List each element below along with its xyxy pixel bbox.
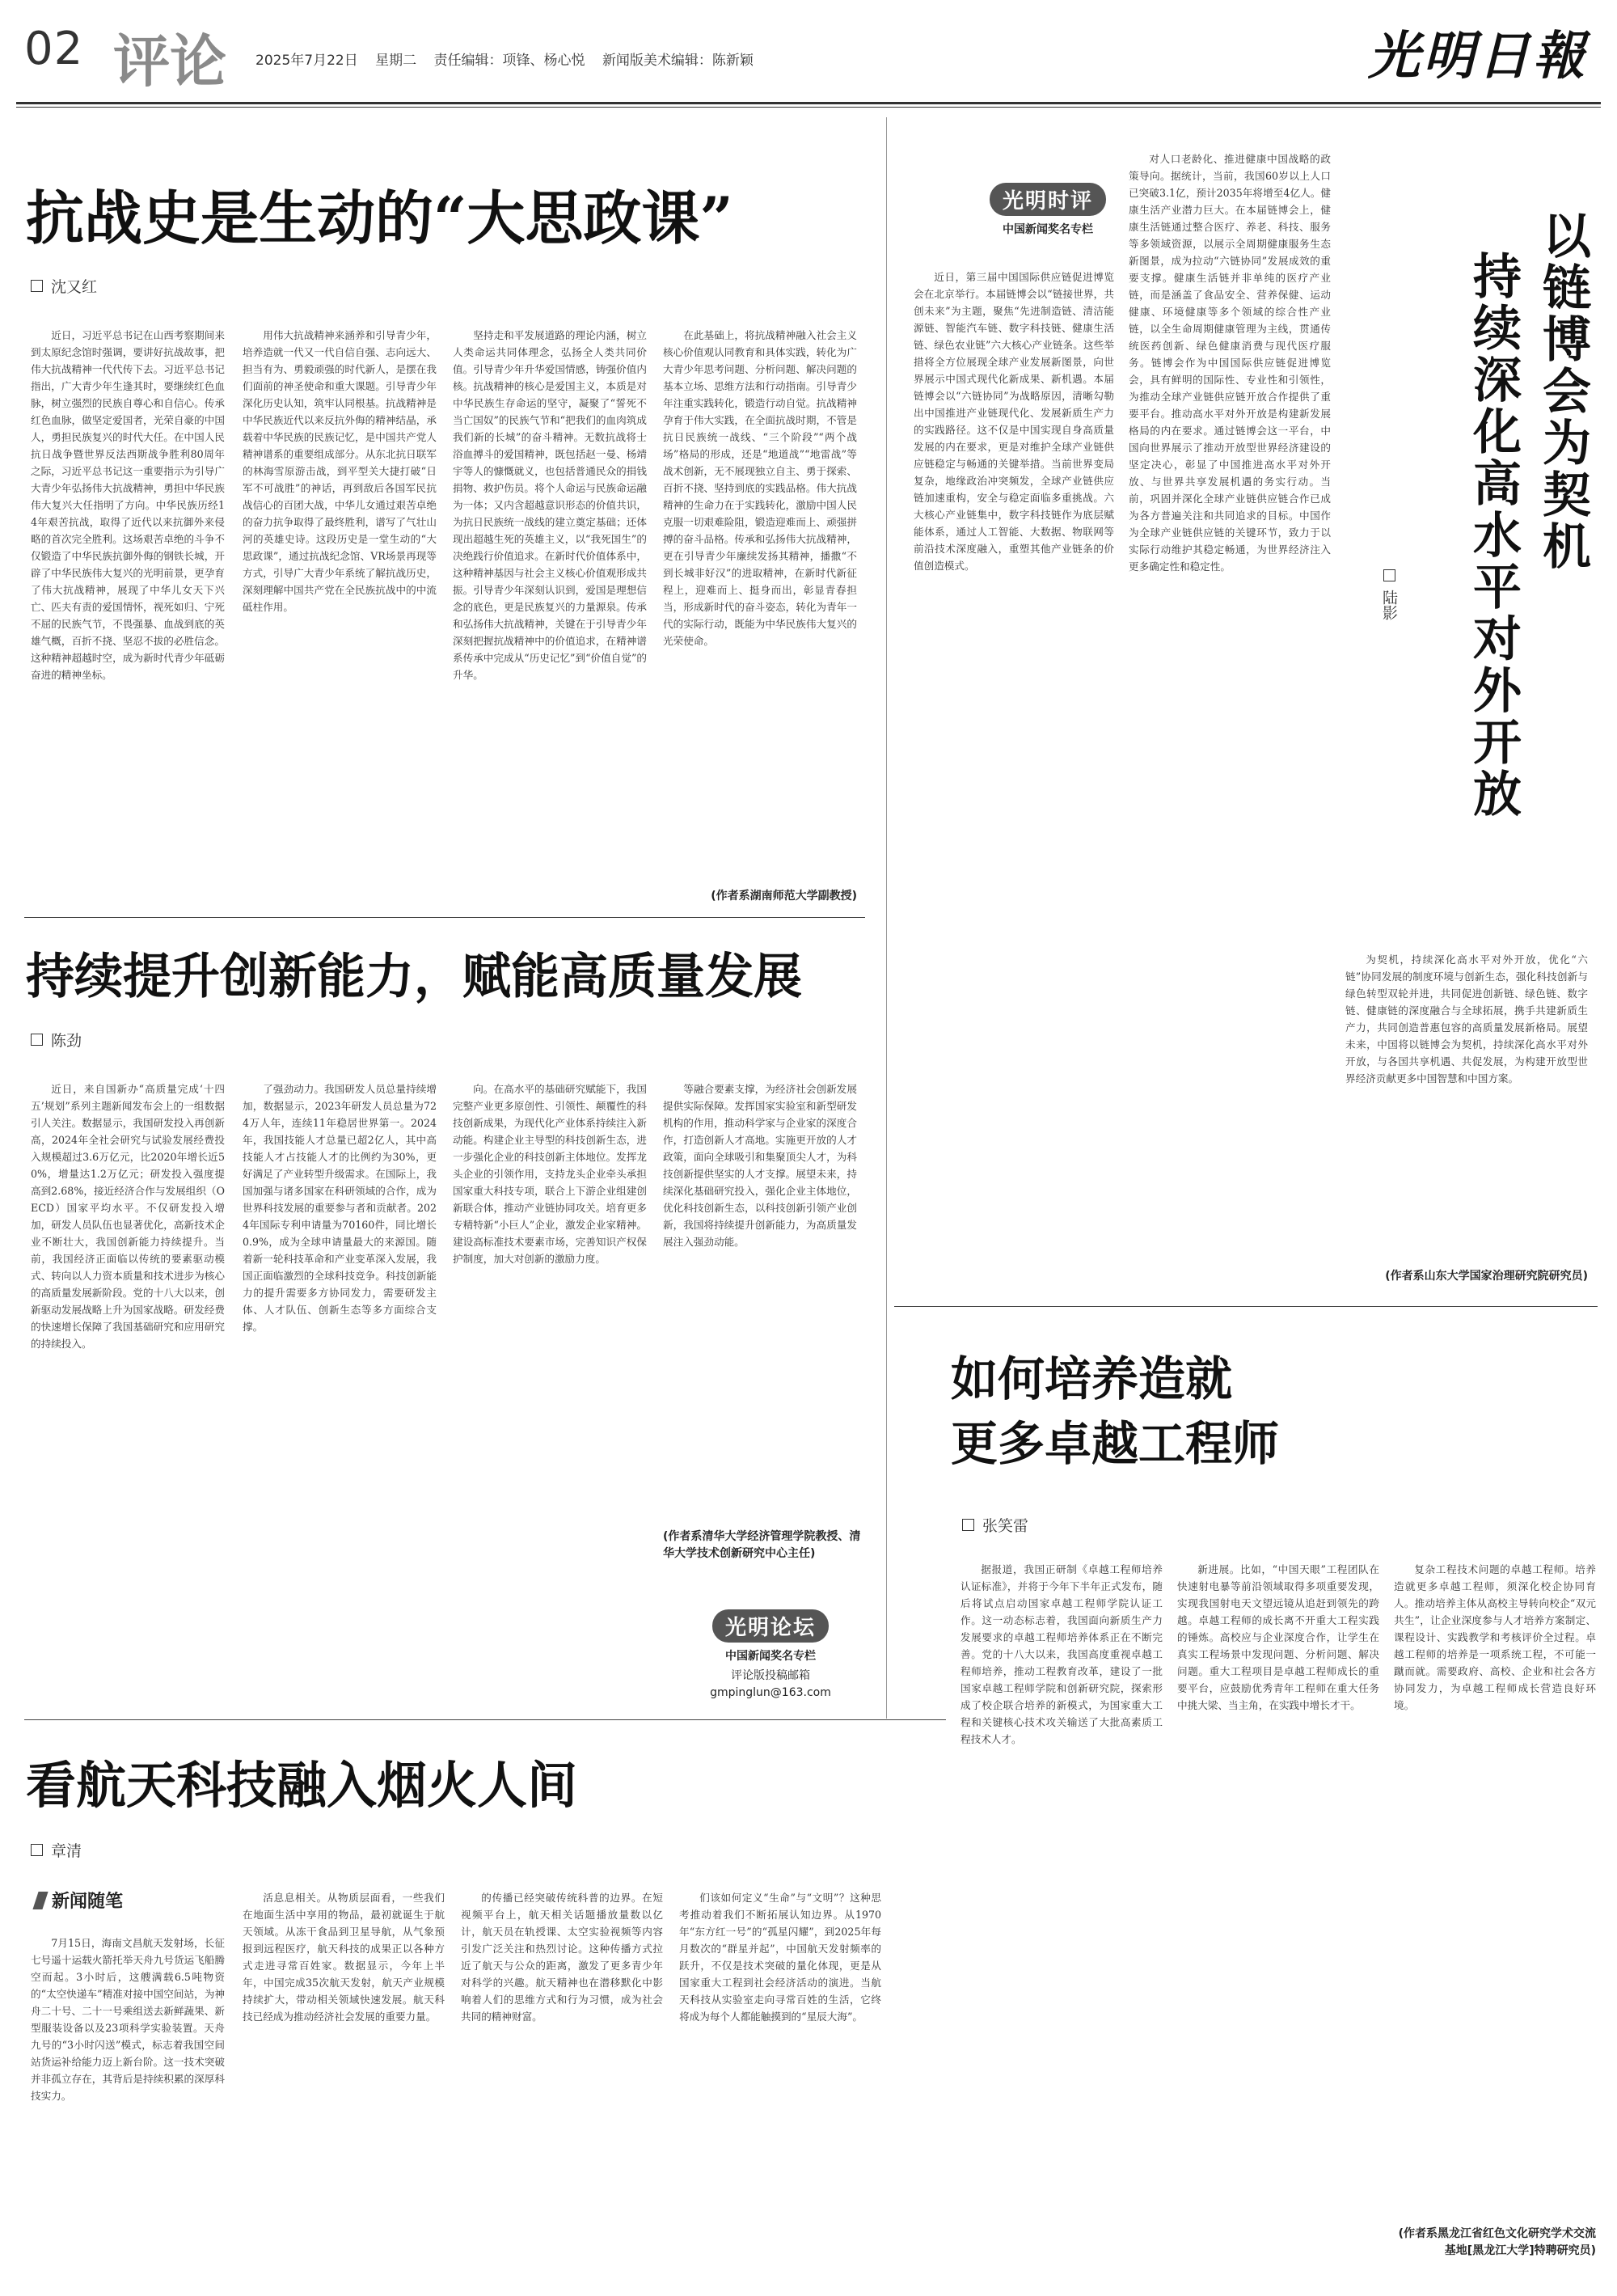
forum-box-subtitle: 中国新闻奖名专栏 <box>725 1650 816 1663</box>
article-3-title: 持续提升创新能力，赋能高质量发展 <box>26 949 802 1005</box>
section-title: 评论 <box>113 28 226 95</box>
article-2-author: 陆影 <box>1380 590 1398 620</box>
article-5-byline <box>962 1514 1028 1536</box>
article-1-column-1: 近日，习近平总书记在山西考察期间来到太原纪念馆时强调，要讲好抗战故事，把伟大抗战精神一代代传下去。习近平总书记指出，广大青少年生逢其时，要继续红色血脉，树立强烈的民族自尊心和自信心。传承红色血脉，做坚定爱国者，光荣自豪的中国人，勇担民族复兴的时代大任。在中国人民抗日战争暨世界反法西斯战争胜利80周年之际，习近平总书记这一重要指示为引导广大青少年弘扬伟大抗战精神，勇担中华民族伟大复兴大任指明了方向。中华民族历经14年艰苦抗战，取得了近代以来抗御外来侵略的首次完全胜利。这场艰苦卓绝的斗争不仅锻造了中华民族抗御外侮的钢铁长城，开辟了中华民族伟大复兴的光明前景，更孕育了伟大抗战精神，展现了中华儿女天下兴亡、匹夫有责的爱国情怀，视死如归、宁死不屈的民族气节，不畏强暴、血战到底的英雄气概，百折不挠、坚忍不拔的必胜信念。这种精神超越时空，成为新时代青少年砥砺奋进的精神坐标。 <box>31 329 225 681</box>
article-1-title: 抗战史是生动的“大思政课” <box>26 184 733 252</box>
header-meta <box>255 49 766 69</box>
issue-date: 2025年7月22日 <box>255 53 358 69</box>
article-1-signature: (作者系湖南师范大学副教授) <box>711 890 857 903</box>
article-1-byline <box>31 275 97 297</box>
commentary-box-name: 光明时评 <box>990 183 1106 216</box>
article-4-column-2: 活息息相关。从物质层面看，一些我们在地面生活中享用的物品，最初就诞生于航天领域。从冻干食品到卫星导航，从气象预报到远程医疗，航天科技的成果正以各种方式走进寻常百姓家。数据显示，今年上半年，中国完成35次航天发射，航天产业规模持续扩大，带动相关领域快速发展。航天科技已经成为推动经济社会发展的重要力量。 <box>243 1892 445 2023</box>
newspaper-logo: 光明日報 <box>1368 26 1588 87</box>
commentary-box-subtitle: 中国新闻奖名专栏 <box>1003 223 1093 236</box>
article-3-author: 陈劲 <box>51 1032 82 1050</box>
tag-mark-icon <box>32 1892 48 1909</box>
byline-box-icon <box>31 280 43 292</box>
divider <box>894 1306 1598 1307</box>
byline-box-icon <box>1383 569 1395 581</box>
responsible-editors: 责任编辑：项锋、杨心悦 <box>433 53 585 69</box>
commentary-box <box>967 183 1129 237</box>
article-2-column-2: 对人口老龄化、推进健康中国战略的政策导向。据统计，当前，我国60岁以上人口已突破3.1亿，预计2035年将增至4亿人。健康生活产业潜力巨大。在本届链博会上，健康生活链通过整合医疗、养老、科技、服务等多领域资源，以展示全周期健康服务生态新图景，成为拉动“六链协同”发展成效的重要支撑。健康生活链并非单纯的医疗产业链，而是涵盖了食品安全、营养保健、运动健康、环境健康等多个领域的综合性产业链，以全生命周期健康管理为主线，贯通传统医药创新、绿色健康消费与现代医疗服务。链博会作为中国国际供应链促进博览会，具有鲜明的国际性、专业性和引领性，为推动全球产业链供应链开放合作提供了重要平台。推动高水平对外开放是构建新发展格局的内在要求。通过链博会这一平台，中国向世界展示了推动开放型世界经济建设的坚定决心，彰显了中国推进高水平对外开放、与世界共享发展机遇的务实行动。当前，巩固并深化全球产业链供应链合作已成为各方普遍关注和共同追求的目标。中国作为全球产业链供应链的关键环节，致力于以实际行动维护其稳定畅通，为世界经济注入更多确定性和稳定性。 <box>1129 153 1331 573</box>
issue-weekday: 星期二 <box>375 53 417 69</box>
article-5-column-1: 据报道，我国正研制《卓越工程师培养认证标准》，并将于今年下半年正式发布，随后将试点启动国家卓越工程师学院认证工作。这一动态标志着，我国面向新质生产力发展要求的卓越工程师培养体系正在不断完善。党的十八大以来，我国高度重视卓越工程师培养，推动工程教育改革，建设了一批国家卓越工程师学院和创新研究院，探索形成了校企联合培养的新模式，为国家重大工程和关键核心技术攻关输送了大批高素质工程技术人才。 <box>960 1563 1163 1745</box>
article-5-author: 张笑雷 <box>982 1517 1029 1535</box>
article-5-column-2: 新进展。比如，“中国天眼”工程团队在快速射电暴等前沿领域取得多项重要发现，实现我国射电天文望远镜从追赶到领先的跨越。卓越工程师的成长离不开重大工程实践的锤炼。高校应与企业深度合作，让学生在真实工程场景中发现问题、分析问题、解决问题。重大工程项目是卓越工程师成长的重要平台，应鼓励优秀青年工程师在重大任务中挑大梁、当主角，在实践中增长才干。 <box>1177 1563 1379 1711</box>
article-3-column-3: 向。在高水平的基础研究赋能下，我国完整产业更多原创性、引领性、颠覆性的科技创新成果，为现代化产业体系持续注入新动能。构建企业主导型的科技创新生态，进一步强化企业的科技创新主体地位。发挥龙头企业的引领作用，支持龙头企业牵头承担国家重大科技专项，联合上下游企业组建创新联合体，推动产业链协同攻关。培育更多专精特新“小巨人”企业，激发企业家精神。建设高标准技术要素市场，完善知识产权保护制度，加大对创新的激励力度。 <box>453 1083 647 1265</box>
article-3-byline <box>31 1029 82 1051</box>
byline-box-icon <box>31 1034 43 1046</box>
header-rule <box>16 102 1601 104</box>
article-1-author: 沈又红 <box>51 278 98 296</box>
article-2-column-1: 近日，第三届中国国际供应链促进博览会在北京举行。本届链博会以“链接世界，共创未来”为主题，聚焦“先进制造链、清洁能源链、智能汽车链、数字科技链、健康生活链、绿色农业链”六大核心产业链条。这些举措将全方位展现全球产业发展新图景，向世界展示中国式现代化新成果、新机遇。本届链博会以“六链协同”为战略原因，清晰勾勒出中国推进产业链现代化、发展新质生产力的实践路径。这不仅是中国实现自身高质量发展的内在要求，更是对维护全球产业链供应链稳定与畅通的关键举措。当前世界变局复杂，地缘政治冲突频发，全球产业链供应链加速重构，安全与稳定面临多重挑战。六大核心产业链集中，数字科技链作为底层赋能体系，通过人工智能、大数据、物联网等前沿技术深度融入，重塑其他产业链条的价值创造模式。 <box>914 271 1114 572</box>
divider <box>24 1719 946 1720</box>
article-4-column-4: 们该如何定义“生命”与“文明”？这种思考推动着我们不断拓展认知边界。从1970年“东方红一号”的“孤星闪耀”，到2025年每月数次的“群星并起”，中国航天发射频率的跃升，不仅是技术突破的量化体现，更是从国家重大工程到社会经济活动的演进。当航天科技从实验室走向寻常百姓的生活，它终将成为每个人都能触摸到的“星辰大海”。 <box>679 1892 881 2023</box>
header-rule-thin <box>16 107 1601 108</box>
article-3-column-1: 近日，来自国新办“高质量完成‘十四五’规划”系列主题新闻发布会上的一组数据引人关注。数据显示，我国研发投入再创新高，2024年全社会研究与试验发展经费投入规模超过3.6万亿元，比2020年增长近50%，增量达1.2万亿元；研发投入强度提高到2.68%，接近经济合作与发展组织（OECD）国家平均水平。不仅研发投入增加，研发人员队伍也显著优化，高新技术企业不断壮大，我国创新能力持续提升。当前，我国经济正面临以传统的要素驱动模式、转向以人力资本质量和技术进步为核心的高质量发展新阶段。党的十八大以来，创新驱动发展战略上升为国家战略。研发经费的快速增长保障了我国基础研究和应用研究的持续投入。 <box>31 1083 225 1350</box>
article-2-signature: (作者系山东大学国家治理研究院研究员) <box>1385 1270 1588 1283</box>
article-4-title: 看航天科技融入烟火人间 <box>26 1756 578 1815</box>
article-5-signature: (作者系黑龙江省红色文化研究学术交流基地[黑龙江大学]特聘研究员) <box>1398 2227 1596 2257</box>
article-1-column-3: 坚持走和平发展道路的理论内涵，树立人类命运共同体理念，弘扬全人类共同价值。引导青少年升华爱国情感，铸强价值内核。抗战精神的核心是爱国主义，本质是对中华民族生存命运的坚守，凝聚了“誓死不当亡国奴”的民族气节和“把我们的血肉筑成我们新的长城”的奋斗精神。无数抗战将士浴血搏斗的爱国精神，既包括赵一曼、杨靖宇等人的慷慨就义，也包括普通民众的捐钱捐物、救护伤员。将个人命运与民族命运融为一体；又内含超越意识形态的价值共识，为抗日民族统一战线的建立奠定基础；还体现出超越生死的英雄主义，以“我死国生”的决绝践行价值追求。在新时代价值体系中，这种精神基因与社会主义核心价值观形成共振。引导青少年深刻认识到，爱国是理想信念的底色，更是民族复兴的力量源泉。传承和弘扬伟大抗战精神，关键在于引导青少年深刻把握抗战精神中的价值追求，在精神谱系传承中完成从“历史记忆”到“价值自觉”的升华。 <box>453 329 647 681</box>
article-3-signature: (作者系清华大学经济管理学院教授、清华大学技术创新研究中心主任) <box>663 1530 861 1560</box>
article-2-column-3: 为契机，持续深化高水平对外开放，优化“六链”协同发展的制度环境与创新生态，强化科技创新与绿色转型双轮并进，共同促进创新链、绿色链、数字链、健康链的深度融合与全球拓展，携手共建新质生产力，共同创造普惠包容的高质量发展新格局。展望未来，中国将以链博会为契机，持续深化高水平对外开放，与各国共享机遇、共促发展，为构建开放型世界经济贡献更多中国智慧和中国方案。 <box>1345 953 1588 1085</box>
article-2-title-line-1: 以链博会为契机 <box>1535 210 1591 573</box>
article-4-column-1: 7月15日，海南文昌航天发射场，长征七号遥十运载火箭托举天舟九号货运飞船腾空而起。3小时后，这艘满载6.5吨物资的“太空快递车”精准对接中国空间站，为神舟二十号、二十一号乘组送去新鲜蔬果、新型服装设备以及23项科学实验装置。天舟九号的“3小时闪送”模式，标志着我国空间站货运补给能力迈上新台阶。这一技术突破并非孤立存在，其背后是持续积累的深厚科技实力。 <box>31 1937 225 2102</box>
art-editor: 新闻版美术编辑：陈新颖 <box>602 53 754 69</box>
divider <box>24 917 865 918</box>
forum-mailbox-label: 评论版投稿邮箱 <box>731 1669 810 1682</box>
column-divider <box>886 117 887 1719</box>
byline-box-icon <box>31 1844 43 1856</box>
page-number: 02 <box>24 23 84 75</box>
news-essay-tag <box>36 1888 123 1913</box>
article-3-column-4: 等融合要素支撑，为经济社会创新发展提供实际保障。发挥国家实验室和新型研发机构的作用，推动科学家与企业家的深度合作，打造创新人才高地。实施更开放的人才政策，面向全球吸引和集聚顶尖人才，为科技创新提供坚实的人才支撑。展望未来，持续深化基础研究投入，强化企业主体地位，优化科技创新生态，以科技创新引领产业创新，我国将持续提升创新能力，为高质量发展注入强劲动能。 <box>663 1083 857 1248</box>
article-1-column-2: 用伟大抗战精神来涵养和引导青少年，培养造就一代又一代自信自强、志向远大、担当有为、勇毅顽强的时代新人，是摆在我们面前的神圣使命和重大课题。引导青少年深化历史认知，筑牢认同根基。抗战精神是中华民族近代以来反抗外侮的精神结晶，承载着中华民族的民族记忆，是中国共产党人精神谱系的重要组成部分。从东北抗日联军的林海雪原游击战，到平型关大捷打破“日军不可战胜”的神话，再到敌后各国军民抗战信心的百团大战，中华儿女通过艰苦卓绝的奋力抗争取得了最终胜利，谱写了气壮山河的英雄史诗。这段历史是一堂生动的“大思政课”，通过抗战纪念馆、VR场景再现等方式，引导广大青少年系统了解抗战历史，深刻理解中国共产党在全民族抗战中的中流砥柱作用。 <box>243 329 437 613</box>
article-2-title-line-2: 持续深化高水平对外开放 <box>1465 251 1522 820</box>
article-2-byline <box>1378 569 1400 620</box>
news-essay-tag-label: 新闻随笔 <box>52 1892 124 1912</box>
article-4-byline <box>31 1839 82 1861</box>
article-1-column-4: 在此基础上，将抗战精神融入社会主义核心价值观认同教育和具体实践，转化为广大青少年思考问题、分析问题、解决问题的基本立场、思维方法和行动指南。引导青少年注重实践转化，锻造行动自觉。抗战精神孕育于伟大实践，在全面抗战时期，不管是抗日民族统一战线、“三个阶段”“两个战场”格局的形成，还是“地道战”“地雷战”等战术创新，无不展现独立自主、勇于探索、百折不挠、坚持到底的实践品格。伟大抗战精神的生命力在于实践转化，激励中国人民克服一切艰难险阻，锻造迎难而上、顽强拼搏的奋斗品格。传承和弘扬伟大抗战精神，更在引导青少年廉续发扬其精神，播撒“不到长城非好汉”的进取精神，在新时代新征程上，迎难而上、挺身而出，彰显青春担当，形成新时代的奋斗姿态，转化为青年一代的实际行动，既能为中华民族伟大复兴的光荣使命。 <box>663 329 857 647</box>
article-4-column-3: 的传播已经突破传统科普的边界。在短视频平台上，航天相关话题播放量数以亿计，航天员在轨授课、太空实验视频等内容引发广泛关注和热烈讨论。这种传播方式拉近了航天与公众的距离，激发了更多青少年对科学的兴趣。航天精神也在潜移默化中影响着人们的思维方式和行为习惯，成为社会共同的精神财富。 <box>461 1892 663 2023</box>
article-3-column-2: 了强劲动力。我国研发人员总量持续增加，数据显示，2023年研发人员总量为724万人年，连续11年稳居世界第一。2024年，我国技能人才总量已超2亿人，其中高技能人才占技能人才的比例约为30%，更好满足了产业转型升级需求。在国际上，我国加强与诸多国家在科研领域的合作，成为世界科技发展的重要参与者和贡献者。2024年国际专利申请量为70160件，同比增长0.9%，成为全球申请量最大的来源国。随着新一轮科技革命和产业变革深入发展，我国正面临激烈的全球科技竞争。科技创新能力的提升需要多方协同发力，需要研发主体、人才队伍、创新生态等多方面综合支撑。 <box>243 1083 437 1333</box>
forum-box-name: 光明论坛 <box>712 1609 829 1643</box>
byline-box-icon <box>962 1519 974 1531</box>
forum-box <box>694 1609 847 1699</box>
article-5-title-line-1: 如何培养造就 <box>951 1351 1233 1406</box>
article-4-author: 章清 <box>51 1842 82 1860</box>
forum-email: gmpinglun@163.com <box>710 1686 831 1699</box>
article-5-column-3: 复杂工程技术问题的卓越工程师。培养造就更多卓越工程师，须深化校企协同育人。推动培养主体从高校主导转向校企“双元共生”，让企业深度参与人才培养方案制定、课程设计、实践教学和考核评价全过程。卓越工程师的培养是一项系统工程，不可能一蹴而就。需要政府、高校、企业和社会各方协同发力，为卓越工程师成长营造良好环境。 <box>1394 1563 1596 1711</box>
article-5-title-line-2: 更多卓越工程师 <box>951 1416 1280 1471</box>
